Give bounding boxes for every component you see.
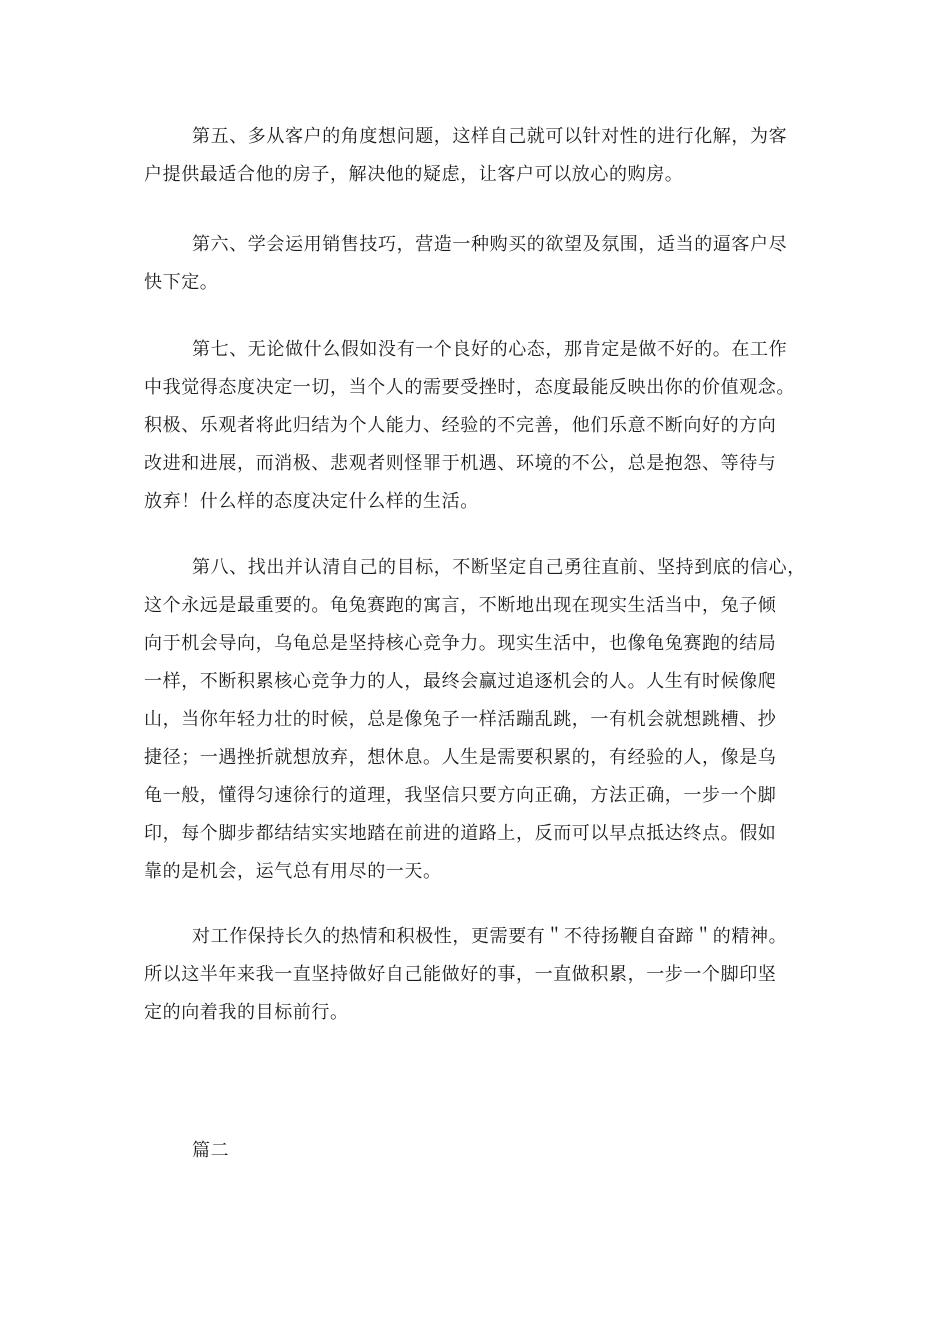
paragraph-line: 印，每个脚步都结结实实地踏在前进的道路上，反而可以早点抵达终点。假如	[144, 823, 777, 844]
paragraph-conclusion	[144, 918, 820, 1032]
paragraph-line: 快下定。	[144, 272, 219, 293]
paragraph-line: 第六、学会运用销售技巧，营造一种购买的欲望及氛围，适当的逼客户尽	[192, 234, 788, 255]
paragraph-seventh-point	[144, 331, 820, 521]
paragraph-line: 积极、乐观者将此归结为个人能力、经验的不完善，他们乐意不断向好的方向	[144, 415, 777, 436]
paragraph-line: 靠的是机会，运气总有用尽的一天。	[144, 861, 442, 882]
paragraph-line: 龟一般，懂得匀速徐行的道理，我坚信只要方向正确，方法正确，一步一个脚	[144, 785, 777, 806]
paragraph-line: 改进和进展，而消极、悲观者则怪罪于机遇、环境的不公，总是抱怨、等待与	[144, 453, 777, 474]
paragraph-line: 捷径；一遇挫折就想放弃，想休息。人生是需要积累的，有经验的人，像是乌	[144, 747, 777, 768]
paragraph-line: 中我觉得态度决定一切，当个人的需要受挫时，态度最能反映出你的价值观念。	[144, 377, 795, 398]
section-heading: 篇二	[192, 1140, 230, 1161]
paragraph-line: 对工作保持长久的热情和积极性，更需要有＂不待扬鞭自奋蹄＂的精神。	[192, 926, 788, 947]
paragraph-line: 第八、找出并认清自己的目标，不断坚定自己勇往直前、坚持到底的信心，	[192, 557, 806, 578]
paragraph-eighth-point	[144, 549, 820, 891]
paragraph-line: 第五、多从客户的角度想问题，这样自己就可以针对性的进行化解，为客	[192, 126, 788, 147]
paragraph-fifth-point	[144, 118, 820, 194]
paragraph-line: 一样，不断积累核心竞争力的人，最终会赢过追逐机会的人。人生有时候像爬	[144, 671, 777, 692]
paragraph-line: 定的向着我的目标前行。	[144, 1002, 349, 1023]
paragraph-line: 所以这半年来我一直坚持做好自己能做好的事，一直做积累，一步一个脚印坚	[144, 964, 777, 985]
paragraph-line: 向于机会导向，乌龟总是坚持核心竞争力。现实生活中，也像龟兔赛跑的结局	[144, 633, 777, 654]
paragraph-line: 山，当你年轻力壮的时候，总是像兔子一样活蹦乱跳，一有机会就想跳槽、抄	[144, 709, 777, 730]
paragraph-line: 户提供最适合他的房子，解决他的疑虑，让客户可以放心的购房。	[144, 164, 684, 185]
paragraph-line: 第七、无论做什么假如没有一个良好的心态，那肯定是做不好的。在工作	[192, 339, 788, 360]
paragraph-line: 放弃！什么样的态度决定什么样的生活。	[144, 491, 479, 512]
paragraph-sixth-point	[144, 226, 820, 302]
paragraph-line: 这个永远是最重要的。龟兔赛跑的寓言，不断地出现在现实生活当中，兔子倾	[144, 595, 777, 616]
